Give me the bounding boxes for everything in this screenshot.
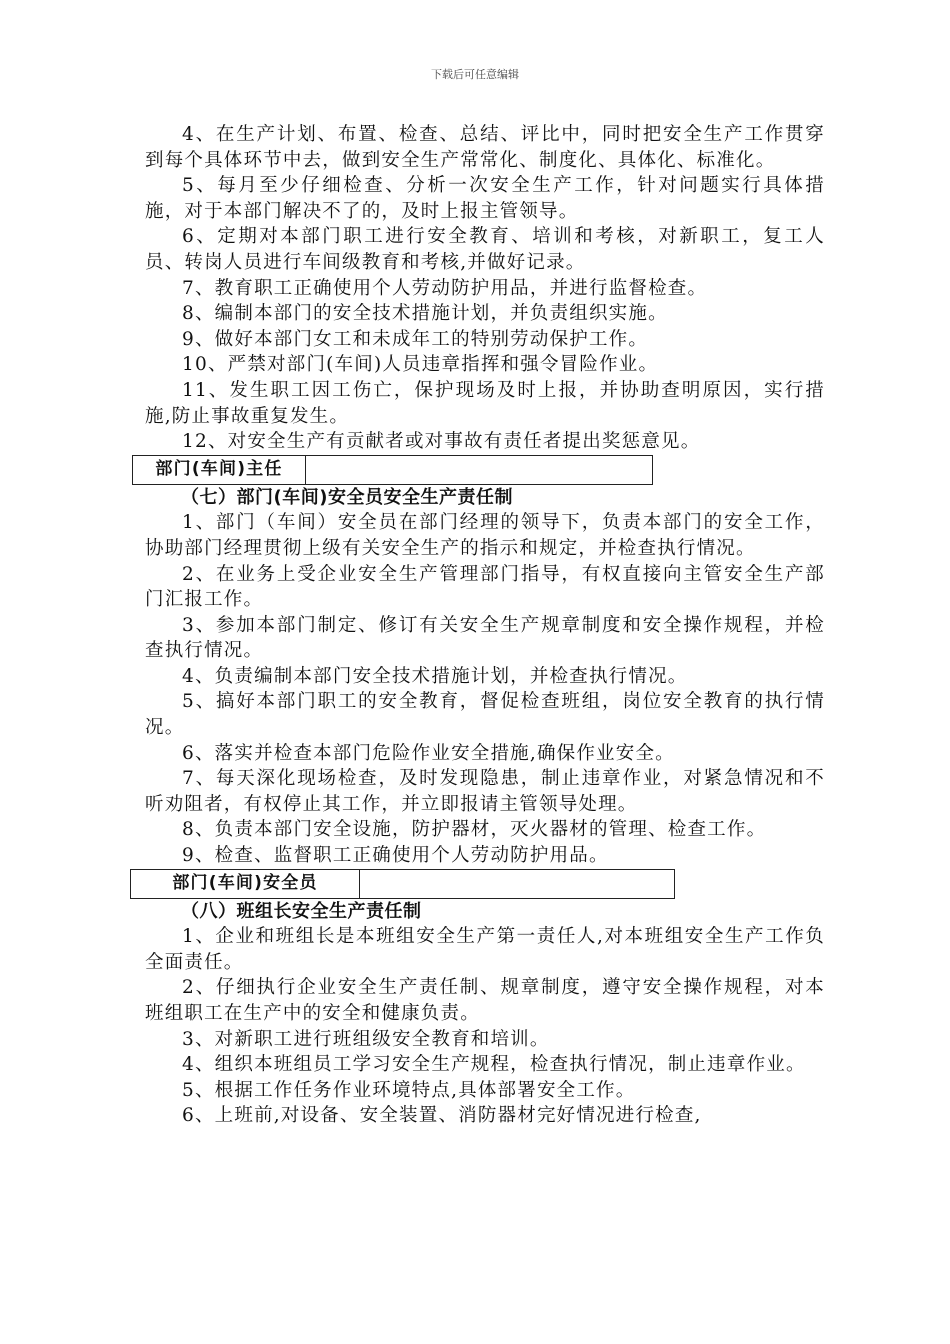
list-item: 9、做好本部门女工和未成年工的特别劳动保护工作。: [182, 328, 649, 350]
list-item: 1、部门（车间）安全员在部门经理的领导下，负责本部门的安全工作，协助部门经理贯彻上级有关安全生产的指示和规定，并检查执行情况。: [145, 512, 825, 559]
list-item: 10、严禁对部门(车间)人员违章指挥和强令冒险作业。: [182, 354, 659, 376]
list-item: 2、仔细执行企业安全生产责任制、规章制度，遵守安全操作规程，对本班组职工在生产中的安全和健康负责。: [145, 977, 825, 1024]
signature-field[interactable]: [360, 869, 675, 898]
document-body: [145, 122, 825, 1129]
list-item: 12、对安全生产有贡献者或对事故有责任者提出奖惩意见。: [182, 431, 701, 453]
list-item: 11、发生职工因工伤亡，保护现场及时上报，并协助查明原因，实行措施,防止事故重复发生。: [145, 379, 825, 427]
list-item: 9、检查、监督职工正确使用个人劳动防护用品。: [182, 845, 609, 867]
list-item: 5、每月至少仔细检查、分析一次安全生产工作，针对问题实行具体措施，对于本部门解决不了的，及时上报主管领导。: [145, 175, 825, 222]
list-item: 3、对新职工进行班组级安全教育和培训。: [182, 1028, 550, 1050]
list-item: 6、落实并检查本部门危险作业安全措施,确保作业安全。: [182, 742, 675, 764]
list-item: 4、组织本班组员工学习安全生产规程，检查执行情况，制止违章作业。: [182, 1054, 806, 1076]
list-item: 8、负责本部门安全设施，防护器材，灭火器材的管理、检查工作。: [182, 819, 767, 841]
list-item: 3、参加本部门制定、修订有关安全生产规章制度和安全操作规程，并检查执行情况。: [145, 614, 825, 662]
list-item: 8、编制本部门的安全技术措施计划，并负责组织实施。: [182, 303, 668, 325]
list-item: 5、根据工作任务作业环境特点,具体部署安全工作。: [182, 1079, 636, 1101]
section-heading: （七）部门(车间)安全员安全生产责任制: [181, 486, 513, 508]
signature-table-safety-officer: [130, 869, 675, 899]
list-item: 7、教育职工正确使用个人劳动防护用品，并进行监督检查。: [182, 277, 708, 299]
signature-field[interactable]: [306, 455, 653, 484]
list-item: 6、上班前,对设备、安全装置、消防器材完好情况进行检查,: [182, 1105, 702, 1127]
list-item: 4、负责编制本部门安全技术措施计划，并检查执行情况。: [182, 665, 688, 687]
section-heading: （八）班组长安全生产责任制: [181, 900, 422, 922]
header-note: 下载后可任意编辑: [431, 68, 519, 81]
list-item: 5、搞好本部门职工的安全教育，督促检查班组，岗位安全教育的执行情况。: [145, 691, 825, 739]
signature-label: 部门(车间)主任: [133, 455, 306, 484]
list-item: 4、在生产计划、布置、检查、总结、评比中，同时把安全生产工作贯穿到每个具体环节中去，做到安全生产常常化、制度化、具体化、标准化。: [145, 124, 825, 171]
list-item: 7、每天深化现场检查，及时发现隐患，制止违章作业，对紧急情况和不听劝阻者，有权停止其工作，并立即报请主管领导处理。: [145, 768, 825, 815]
list-item: 1、企业和班组长是本班组安全生产第一责任人,对本班组安全生产工作负全面责任。: [145, 926, 825, 973]
signature-label: 部门(车间)安全员: [131, 869, 360, 898]
signature-table-department-head: [132, 455, 653, 485]
list-item: 2、在业务上受企业安全生产管理部门指导，有权直接向主管安全生产部门汇报工作。: [145, 563, 825, 611]
list-item: 6、定期对本部门职工进行安全教育、培训和考核，对新职工，复工人员、转岗人员进行车间级教育和考核,并做好记录。: [145, 226, 825, 273]
